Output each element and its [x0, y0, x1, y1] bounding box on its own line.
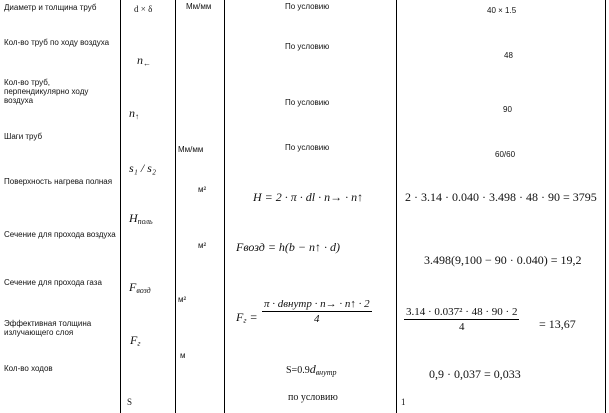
column-divider — [120, 0, 121, 413]
formula-cell: По условию — [285, 143, 330, 152]
column-divider — [605, 0, 606, 413]
param-label: Шаги труб — [4, 132, 43, 141]
column-divider — [396, 0, 397, 413]
formula-cell: H = 2 · π · dl · n→ · n↑ — [253, 190, 364, 204]
param-label: Эффективная толщина излучающего слоя — [4, 319, 92, 337]
formula-cell: $S=0.9d_{внутр}$ — [286, 362, 337, 377]
formula-text: S=0.9 — [286, 365, 310, 376]
param-label: Сечение для прохода воздуха — [4, 230, 116, 239]
value-result: = 13,67 — [539, 317, 576, 331]
param-label: Диаметр и толщина труб — [4, 3, 97, 12]
value-cell: 0,9 · 0,037 = 0,033 — [429, 367, 521, 381]
value-cell: 2 · 3.14 · 0.040 · 3.498 · 48 · 90 = 3795 — [405, 190, 597, 204]
formula-cell: По условию — [285, 2, 330, 11]
param-label: Кол-во труб, перпендикулярно ходу воздуха — [4, 78, 89, 105]
formula-denominator: 4 — [314, 313, 320, 325]
param-label: Сечение для прохода газа — [4, 278, 102, 287]
symbol-main: n — [137, 53, 143, 67]
column-divider — [175, 0, 176, 413]
formula-cell: по условию — [288, 392, 338, 403]
value-cell: 90 — [503, 105, 512, 114]
symbol-arrow: ← — [143, 59, 151, 68]
symbol-cell: $H_{поль}$ — [129, 211, 153, 226]
value-cell: 48 — [504, 51, 513, 60]
unit-cell: Мм/мм — [186, 2, 212, 11]
formula-cell: Fвозд = h(b − n↑ · d) — [236, 240, 341, 254]
value-fraction — [404, 306, 519, 333]
formula-cell: По условию — [285, 42, 330, 51]
symbol-cell — [137, 54, 151, 69]
unit-cell: м — [180, 351, 186, 360]
symbol-cell: S — [127, 397, 133, 407]
column-divider — [224, 0, 225, 413]
value-numerator: 3.14 · 0.037² · 48 · 90 · 2 — [406, 306, 518, 318]
symbol-cell: d × δ — [134, 4, 153, 14]
value-cell: 60/60 — [495, 150, 516, 159]
value-denominator: 4 — [458, 321, 465, 333]
value-cell: 40 × 1.5 — [487, 6, 517, 15]
symbol-arrow: ↑ — [135, 112, 139, 121]
unit-cell: м² — [178, 295, 187, 304]
formula-label: $F_г$ = — [236, 310, 258, 325]
symbol-main: n — [129, 106, 135, 120]
param-label: Кол-во ходов — [4, 364, 53, 373]
symbol-cell: s₁ / s₂ — [129, 161, 157, 175]
param-label: Поверхность нагрева полная — [4, 177, 113, 186]
value-cell: 1 — [401, 397, 406, 407]
symbol-cell: $F_{возд}$ — [129, 280, 151, 295]
formula-fraction — [262, 298, 372, 325]
value-cell: 3.498(9,100 − 90 · 0.040) = 19,2 — [424, 253, 582, 267]
unit-cell: Мм/мм — [178, 145, 204, 154]
param-label: Кол-во труб по ходу воздуха — [4, 38, 110, 47]
symbol-cell — [129, 107, 139, 122]
formula-numerator: π · dвнутр · n→ · n↑ · 2 — [264, 298, 370, 310]
formula-cell: По условию — [285, 98, 330, 107]
symbol-cell: $F_г$ — [130, 333, 141, 348]
unit-cell: м² — [198, 241, 207, 250]
unit-cell: м² — [198, 185, 207, 194]
